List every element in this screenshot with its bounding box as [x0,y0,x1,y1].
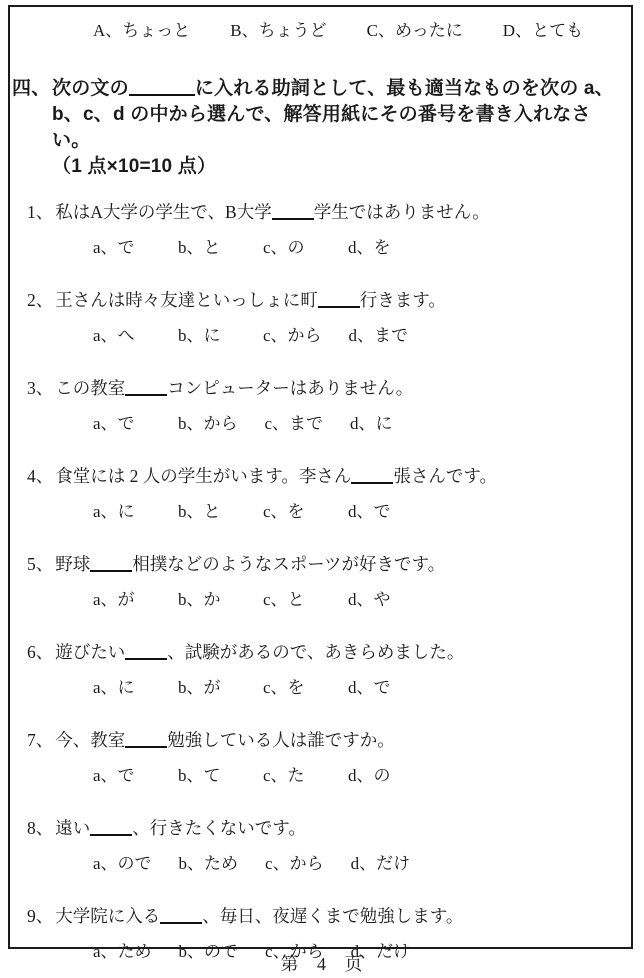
option-d: d、の [348,766,391,785]
page-number-footer: 第 4 页 [280,954,364,974]
blank-line [160,907,202,924]
option-b: b、に [178,326,221,345]
question-7-text [12,728,621,752]
option-b: b、と [178,502,221,521]
option-a: a、に [93,678,135,697]
section-instruction-line-1 [52,76,621,102]
question-7-number: 7、 [27,730,54,750]
blank-line [125,643,167,660]
question-1-number: 1、 [27,202,54,222]
instruction-text-post: に入れる助詞として、最も適当なものを次の a、 [194,78,614,99]
question-8-post: 、行きたくないです。 [132,818,306,838]
section-instruction-line-3: （1 点×10=10 点） [52,156,217,177]
question-6-text [12,640,621,664]
prev-option-d: D、とても [502,21,584,40]
question-6-post: 、試験があるので、あきらめました。 [167,642,465,662]
option-b: b、ため [178,854,239,873]
option-b: b、が [178,678,221,697]
question-4-text [12,464,621,488]
blank-line [351,467,393,484]
exam-sheet-border [8,5,633,961]
option-c: c、を [263,678,305,697]
option-d: d、まで [348,326,409,345]
question-8 [12,816,621,876]
option-d: d、だけ [350,942,411,961]
question-4-number: 4、 [27,466,54,486]
question-8-options [12,852,621,876]
question-5-text [12,552,621,576]
question-2-post: 行きます。 [359,290,446,310]
question-9-number: 9、 [27,906,54,926]
question-3-options [12,412,621,436]
question-7-pre: 今、教室 [55,730,126,750]
option-c: c、から [265,854,324,873]
question-8-text [12,816,621,840]
question-7-post: 勉強している人は誰ですか。 [167,730,395,750]
blank-line [129,79,195,96]
option-c: c、を [263,502,305,521]
blank-line [125,379,167,396]
question-9-post: 、毎日、夜遅くまで勉強します。 [202,906,464,926]
section-instructions [52,76,621,180]
question-2-number: 2、 [27,290,54,310]
question-1-text [12,200,621,224]
blank-line [90,555,132,572]
question-1 [12,200,621,260]
question-3-text [12,376,621,400]
section-number: 四、 [12,78,51,99]
previous-question-options-row [93,19,621,43]
prev-option-c: C、めったに [366,21,463,40]
question-7 [12,728,621,788]
question-6-pre: 遊びたい [55,642,126,662]
option-d: d、に [350,414,393,433]
section-heading [12,76,621,180]
question-8-pre: 遠い [55,818,91,838]
option-b: b、と [178,238,221,257]
question-5-post: 相撲などのようなスポーツが好きです。 [132,554,446,574]
prev-option-a: A、ちょっと [93,21,191,40]
option-d: d、や [348,590,391,609]
blank-line [272,203,314,220]
option-a: a、へ [93,326,135,345]
option-d: d、で [348,502,391,521]
prev-option-b: B、ちょうど [230,21,327,40]
option-c: c、た [263,766,305,785]
question-5 [12,552,621,612]
question-5-options [12,588,621,612]
option-b: b、から [178,414,238,433]
option-d: d、を [348,238,391,257]
question-5-pre: 野球 [55,554,91,574]
option-c: c、と [263,590,305,609]
question-4-pre: 食堂には 2 人の学生がいます。李さん [55,466,352,486]
question-3-pre: この教室 [55,378,126,398]
option-a: a、ため [93,942,152,961]
option-c: c、の [263,238,305,257]
option-d: d、で [348,678,391,697]
question-6-number: 6、 [27,642,54,662]
question-1-options [12,236,621,260]
option-d: d、だけ [350,854,411,873]
question-list [12,200,621,964]
option-b: b、て [178,766,221,785]
option-c: c、から [265,942,324,961]
option-a: a、ので [93,854,152,873]
question-2 [12,288,621,348]
question-7-options [12,764,621,788]
question-2-pre: 王さんは時々友達といっしょに町 [55,290,318,310]
blank-line [125,731,167,748]
question-3 [12,376,621,436]
option-a: a、で [93,238,135,257]
question-3-post: コンピューターはありません。 [167,378,414,398]
question-4 [12,464,621,524]
option-a: a、で [93,414,135,433]
question-4-options [12,500,621,524]
option-c: c、まで [264,414,324,433]
question-2-options [12,324,621,348]
blank-line [318,291,360,308]
blank-line [90,819,132,836]
question-3-number: 3、 [27,378,54,398]
question-1-post: 学生ではありません。 [313,202,490,222]
option-a: a、に [93,502,135,521]
question-6 [12,640,621,700]
question-2-text [12,288,621,312]
option-b: b、ので [178,942,239,961]
question-6-options [12,676,621,700]
question-9-pre: 大学院に入る [55,906,161,926]
section-instruction-line-2: b、c、d の中から選んで、解答用紙にその番号を書き入れなさい。 [52,104,591,151]
question-9-text [12,904,621,928]
option-a: a、が [93,590,135,609]
instruction-text-pre: 次の文の [52,78,129,99]
question-1-pre: 私はA大学の学生で、B大学 [55,202,272,222]
option-a: a、で [93,766,135,785]
question-8-number: 8、 [27,818,54,838]
question-4-post: 張さんです。 [393,466,497,486]
question-5-number: 5、 [27,554,54,574]
option-c: c、から [263,326,322,345]
option-b: b、か [178,590,221,609]
